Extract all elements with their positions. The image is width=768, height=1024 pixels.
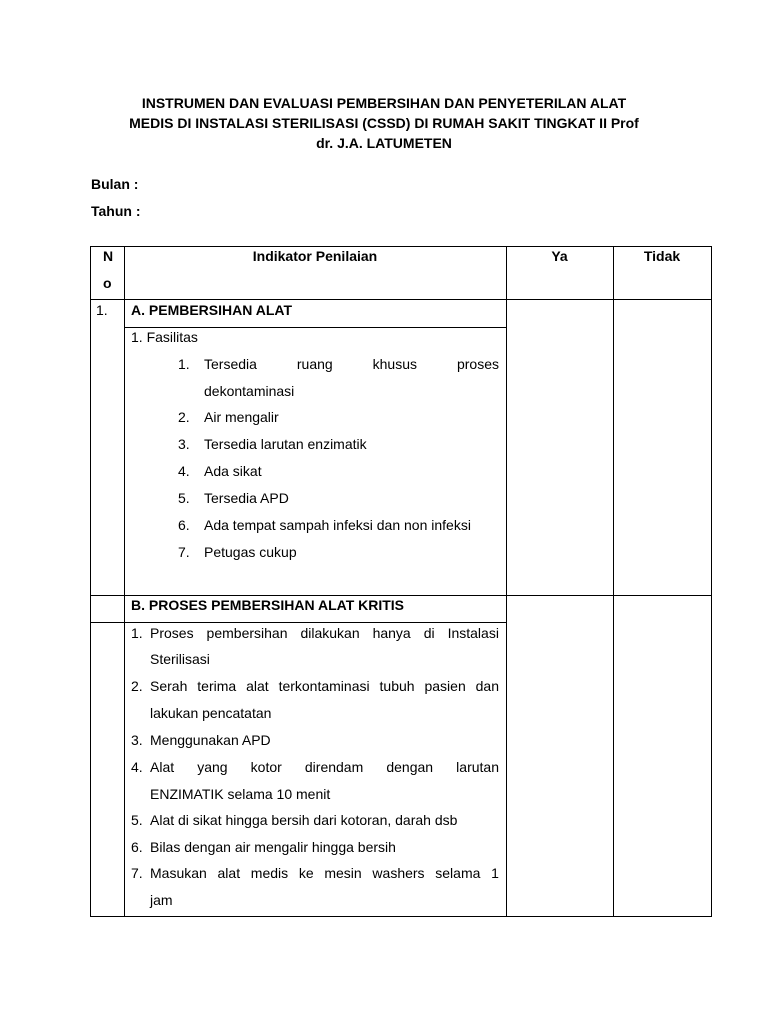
b-item-1-num: 1. (131, 625, 143, 641)
b-item-7-word: mesin (324, 865, 362, 881)
b-item-6-text: Bilas dengan air mengalir hingga bersih (150, 839, 396, 855)
b-item-2-word: terkontaminasi (278, 678, 370, 694)
header-ya: Ya (551, 248, 568, 264)
section-a-title: A. PEMBERSIHAN ALAT (131, 302, 292, 318)
b-item-1-word: Proses (150, 625, 194, 641)
b-item-2-word: Serah (150, 678, 188, 694)
b-item-7-word: 1 (491, 865, 499, 881)
b-item-7-num: 7. (131, 865, 143, 881)
header-bottom-line (90, 299, 712, 300)
b-item-2-word: pasien (424, 678, 466, 694)
a-item-3-num: 3. (178, 436, 190, 452)
header-no-2: o (103, 275, 112, 291)
b-item-2-word: dan (475, 678, 499, 694)
b-item-2-continuation: lakukan pencatatan (150, 705, 272, 721)
b-item-4-word: direndam (304, 759, 364, 775)
b-item-7-word: washers (372, 865, 425, 881)
a-item-4-text: Ada sikat (204, 463, 262, 479)
a-item-4-num: 4. (178, 463, 190, 479)
b-item-2-num: 2. (131, 678, 143, 694)
bulan-label: Bulan : (91, 176, 139, 192)
b-item-4-word: larutan (456, 759, 499, 775)
a-item-1-continuation: dekontaminasi (204, 383, 295, 399)
b-item-1-word: di (423, 625, 435, 641)
b-item-4-word: kotor (250, 759, 282, 775)
b-item-1-text (150, 624, 499, 642)
b-item-7-word: ke (298, 865, 314, 881)
b-item-1-word: pembersihan (206, 625, 288, 641)
b-item-7-word: Masukan (150, 865, 207, 881)
title-line-3: dr. J.A. LATUMETEN (316, 135, 452, 151)
evaluation-table (90, 246, 712, 917)
b-item-2-word: alat (246, 678, 269, 694)
a-item-1-word: Tersedia (204, 356, 257, 372)
ya-column-divider (613, 246, 614, 917)
table-border-bottom (90, 916, 712, 917)
header-tidak: Tidak (643, 248, 681, 264)
b-item-7-continuation: jam (150, 892, 173, 908)
table-border-left (90, 246, 91, 917)
b-item-1-word: Instalasi (447, 625, 499, 641)
b-item-7-word: selama (435, 865, 481, 881)
title-line-2: MEDIS DI INSTALASI STERILISASI (CSSD) DI RUMAH SAKIT TINGKAT II Prof (129, 115, 639, 131)
b-item-2-word: terima (197, 678, 237, 694)
b-item-1-continuation: Sterilisasi (150, 651, 210, 667)
section-b-title-line (90, 622, 507, 623)
a-item-1-word: ruang (296, 356, 333, 372)
tahun-label: Tahun : (91, 203, 141, 219)
a-item-2-num: 2. (178, 409, 190, 425)
a-item-1-word: khusus (372, 356, 417, 372)
table-border-right (711, 246, 712, 917)
b-item-4-word: Alat (150, 759, 175, 775)
section-b-title: B. PROSES PEMBERSIHAN ALAT KRITIS (131, 597, 405, 613)
a-item-1-num: 1. (178, 356, 190, 372)
a-item-1-text (204, 355, 499, 373)
b-item-4-text (150, 758, 499, 776)
b-item-4-word: yang (197, 759, 228, 775)
no-column-divider (124, 246, 125, 917)
b-item-2-word: tubuh (379, 678, 415, 694)
a-item-6-text: Ada tempat sampah infeksi dan non infeksi (204, 517, 471, 533)
a-item-3-text: Tersedia larutan enzimatik (204, 436, 367, 452)
b-item-4-word: dengan (386, 759, 434, 775)
b-item-1-word: hanya (372, 625, 411, 641)
b-item-2-text (150, 677, 499, 695)
a-item-5-text: Tersedia APD (204, 490, 289, 506)
title-line-1: INSTRUMEN DAN EVALUASI PEMBERSIHAN DAN PENYETERILAN ALAT (141, 95, 627, 111)
b-item-5-text: Alat di sikat hingga bersih dari kotoran, darah dsb (150, 812, 458, 828)
b-item-6-num: 6. (131, 839, 143, 855)
b-item-3-num: 3. (131, 732, 143, 748)
b-item-7-word: medis (250, 865, 289, 881)
section-a-number: 1. (96, 302, 108, 318)
b-item-5-num: 5. (131, 812, 143, 828)
b-item-7-text (150, 864, 499, 882)
a-item-5-num: 5. (178, 490, 190, 506)
section-a-subheading: 1. Fasilitas (131, 329, 198, 345)
document-title (0, 93, 768, 153)
b-item-4-num: 4. (131, 759, 143, 775)
a-item-2-text: Air mengalir (204, 409, 279, 425)
a-item-1-word: proses (456, 356, 499, 372)
b-item-3-text: Menggunakan APD (150, 732, 271, 748)
header-no-1: N (103, 248, 114, 264)
a-item-6-num: 6. (178, 517, 190, 533)
indikator-column-divider (506, 246, 507, 917)
b-item-7-word: alat (217, 865, 241, 881)
a-item-7-text: Petugas cukup (204, 544, 297, 560)
b-item-4-continuation: ENZIMATIK selama 10 menit (150, 786, 331, 802)
b-item-1-word: dilakukan (300, 625, 360, 641)
a-item-7-num: 7. (178, 544, 190, 560)
header-indikator: Indikator Penilaian (252, 248, 378, 264)
